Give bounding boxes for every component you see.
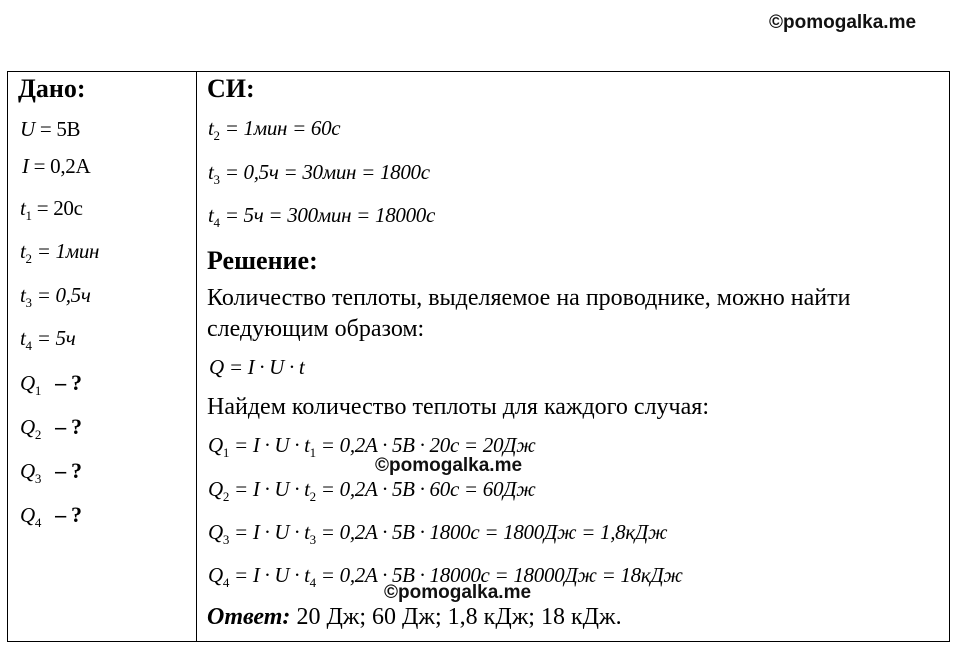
solution-table: [7, 71, 950, 642]
answer-text: 20 Дж; 60 Дж; 1,8 кДж; 18 кДж.: [290, 604, 622, 630]
unknown-item: $Q_3$ – ?: [20, 458, 82, 486]
si-item: $t_3 = 0,5ч = 30мин = 1800c$: [208, 160, 430, 187]
si-item: $t_4 = 5ч = 300мин = 18000c$: [208, 203, 436, 230]
calc-line: $Q_4 = I \cdot U \cdot t_4 = 0,2A \cdot 5B \cdot 18000c = 18000Дж = 18кДж$: [208, 563, 683, 590]
calc-line: $Q_3 = I \cdot U \cdot t_3 = 0,2A \cdot 5B \cdot 1800c = 1800Дж = 1,8кДж$: [208, 520, 668, 547]
calc-line: $Q_2 = I \cdot U \cdot t_2 = 0,2A \cdot 5B \cdot 60c = 60Дж$: [208, 477, 536, 504]
calc-line: $Q_1 = I \cdot U \cdot t_1 = 0,2A \cdot 5B \cdot 20c = 20Дж$: [208, 433, 536, 460]
solution-heading: Решение:: [207, 246, 318, 275]
unknown-item: $Q_1$ – ?: [20, 370, 82, 398]
given-item: $t_3 = 0,5ч$: [20, 283, 91, 310]
given-item: I = 0,2A: [22, 154, 91, 178]
unknown-item: $Q_4$ – ?: [20, 502, 82, 530]
watermark-middle: ©pomogalka.me: [375, 455, 523, 476]
given-item: $t_2 = 1мин$: [20, 239, 100, 266]
watermark-top: ©pomogalka.me: [769, 12, 917, 33]
given-item: U = 5B: [20, 117, 81, 141]
si-heading: СИ:: [207, 74, 255, 103]
solution-text-line: Найдем количество теплоты для каждого случая:: [207, 394, 709, 420]
watermark-middle: ©pomogalka.me: [384, 582, 532, 603]
unknown-item: $Q_2$ – ?: [20, 414, 82, 442]
formula: Q = I · U · t: [209, 355, 305, 379]
given-item: $t_4 = 5ч$: [20, 326, 76, 353]
answer-label: Ответ:: [207, 604, 291, 630]
solution-text-line: Количество теплоты, выделяемое на проводнике, можно найти: [207, 285, 851, 311]
answer-line: [207, 604, 622, 631]
solution-text-line: следующим образом:: [207, 316, 425, 342]
column-divider: [196, 72, 197, 641]
si-item: $t_2 = 1мин = 60c$: [208, 116, 341, 143]
given-heading: Дано:: [18, 74, 86, 103]
given-item: $t_1 = 20c$: [20, 196, 83, 223]
